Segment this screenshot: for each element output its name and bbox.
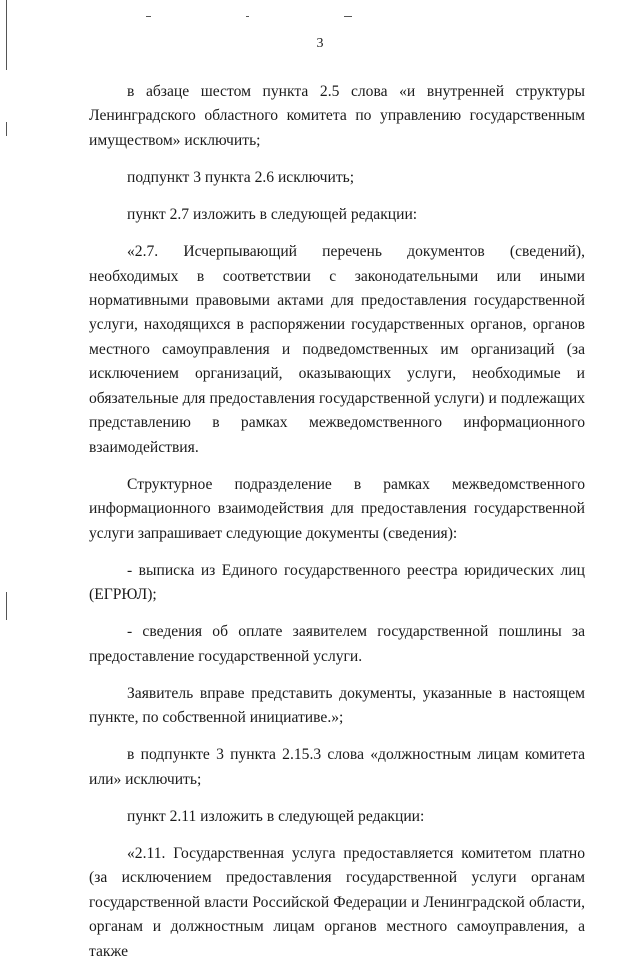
paragraph-section-2-5: в абзаце шестом пункта 2.5 слова «и внутренней структуры Ленинградского областного комитета по управлению государственным имуществом» исключить;: [89, 83, 585, 149]
scan-top-mark: [344, 16, 352, 17]
paragraph-section-2-11-intro: пункт 2.11 изложить в следующей редакции:: [127, 807, 425, 825]
scan-edge-line: [6, 0, 7, 70]
page-number: 3: [316, 36, 324, 51]
paragraph-section-2-7-text: «2.7. Исчерпывающий перечень документов (сведений), необходимых в соответствии с законодательными или иными нормативными правовыми актами для предоставления государственной услуги, находящихся в распоряжении государственных органов, органов местного самоуправления и подведомственных им организаций (за исключением организаций, оказывающих услуги, необходимые и обязательные для предоставления государственной услуги) и подлежащих представлению в рамках межведомственного информационного взаимодействия.: [89, 243, 585, 456]
paragraph-section-2-15-3: в подпункте 3 пункта 2.15.3 слова «должностным лицам комитета или» исключить;: [89, 746, 585, 788]
list-item-state-fee: - сведения об оплате заявителем государственной пошлины за предоставление государственной услуги.: [89, 623, 585, 665]
paragraph-section-2-6: подпункт 3 пункта 2.6 исключить;: [127, 168, 355, 186]
scan-edge-mark: [6, 122, 7, 136]
scan-edge-line: [6, 592, 7, 620]
paragraph-section-2-11-text: «2.11. Государственная услуга предоставляется комитетом платно (за исключением предоставления государственной услуги органам государственной власти Российской Федерации и Ленинградской области, органам и должностным лицам органов местного самоуправления, а также: [89, 844, 585, 960]
document-body: [89, 80, 585, 964]
scan-top-mark: [146, 16, 151, 17]
paragraph-structural-division: Структурное подразделение в рамках межведомственного информационного взаимодействия для предоставления государственной услуги запрашивает следующие документы (сведения):: [89, 475, 585, 542]
paragraph-applicant-right: Заявитель вправе представить документы, указанные в настоящем пункте, по собственной инициативе.»;: [89, 684, 585, 727]
list-item-egrul: - выписка из Единого государственного реестра юридических лиц (ЕГРЮЛ);: [89, 561, 585, 604]
scan-top-mark: [246, 16, 249, 17]
paragraph-section-2-7-intro: пункт 2.7 изложить в следующей редакции:: [127, 206, 418, 223]
